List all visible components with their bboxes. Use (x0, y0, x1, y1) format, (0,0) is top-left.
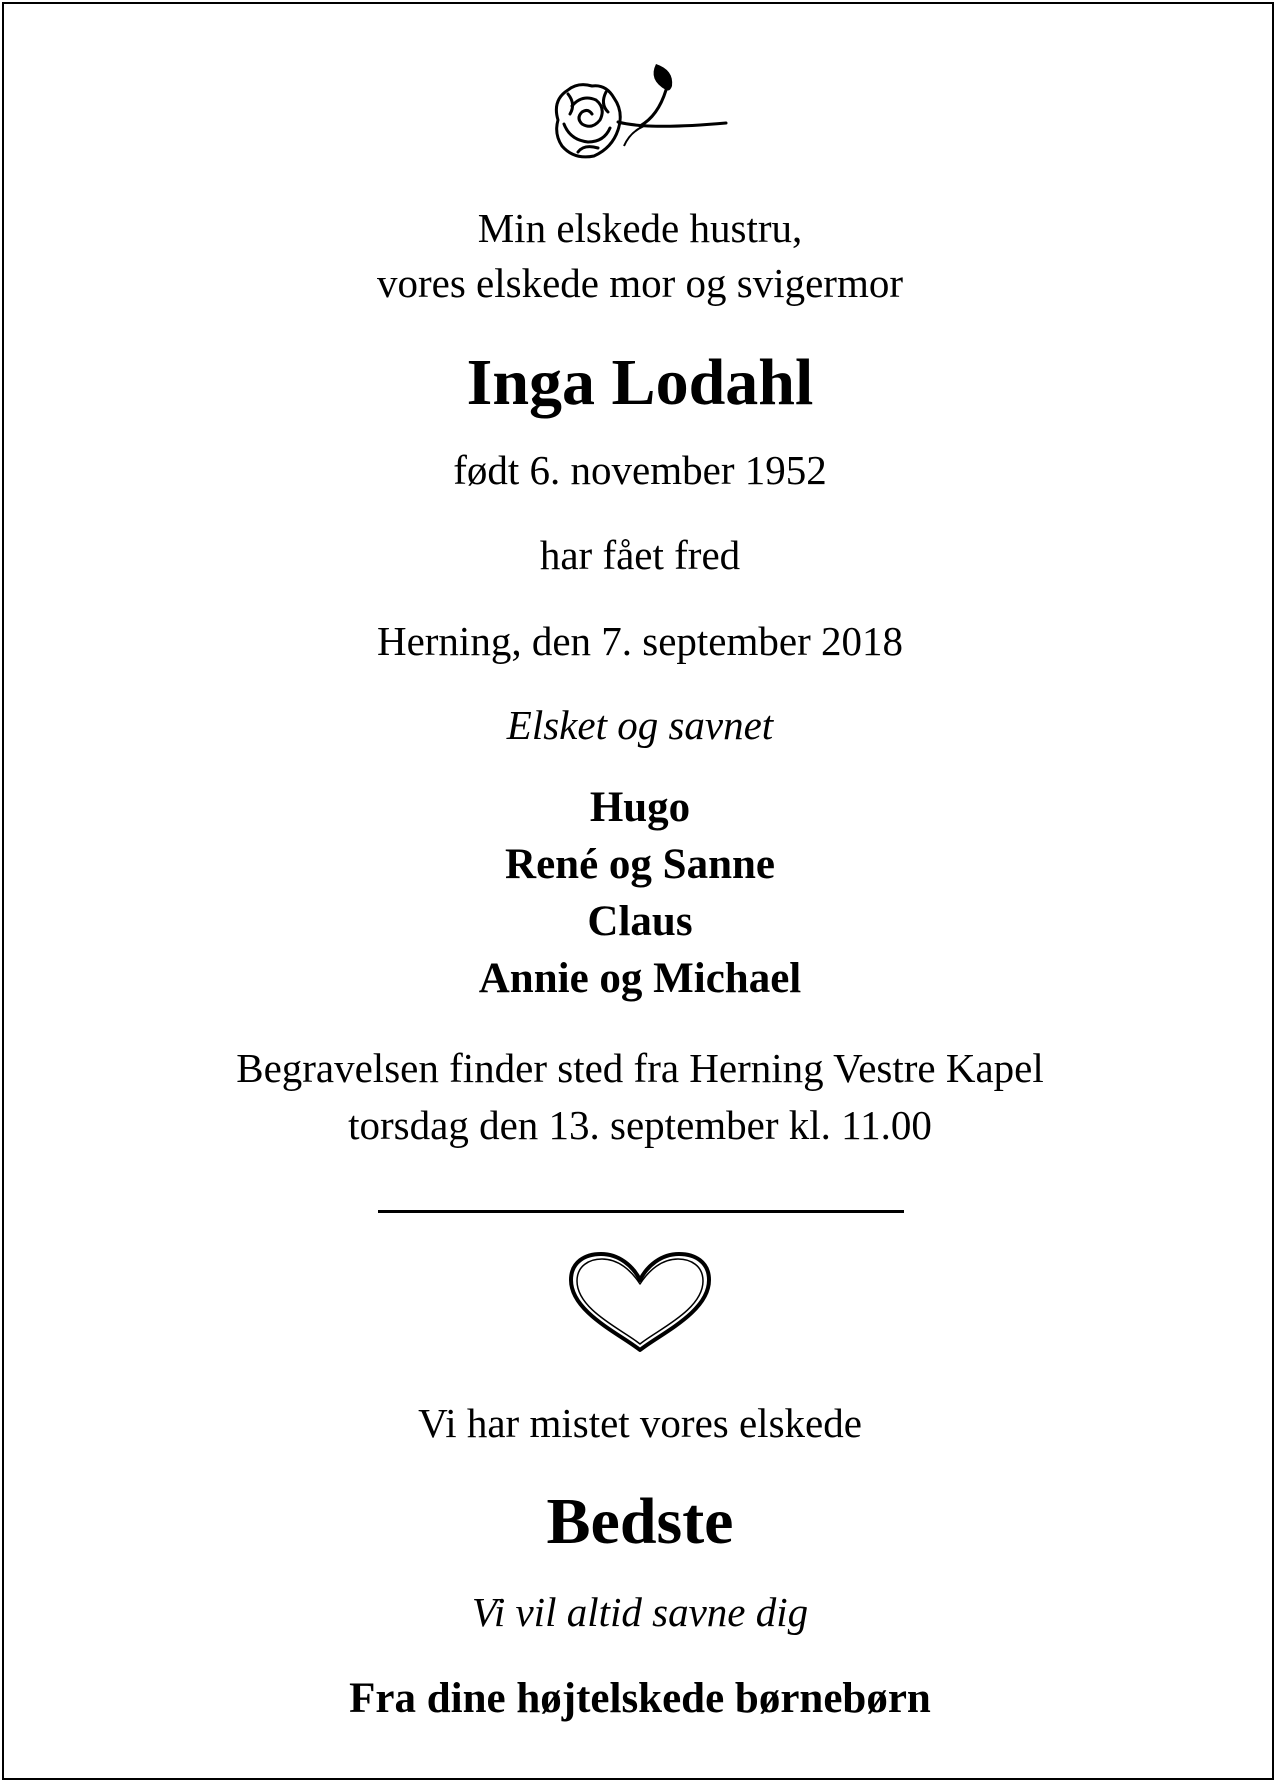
funeral-info-line-2: torsdag den 13. september kl. 11.00 (348, 1102, 932, 1148)
intro-line-2: vores elskede mor og svigermor (376, 260, 904, 306)
signature: Fra dine højtelskede børnebørn (349, 1675, 931, 1722)
funeral-info-line-1: Begravelsen finder sted fra Herning Vestre Kapel (236, 1045, 1044, 1091)
section-divider (378, 1210, 904, 1213)
second-intro: Vi har mistet vores elskede (418, 1400, 862, 1446)
place-date: Herning, den 7. september 2018 (376, 618, 904, 664)
deceased-name: Inga Lodahl (466, 346, 814, 419)
birth-date: født 6. november 1952 (453, 447, 827, 493)
passed-text: har fået fred (539, 532, 741, 578)
mourner-name: Hugo (589, 784, 691, 831)
heart-icon (565, 1250, 715, 1355)
rose-icon (548, 60, 730, 172)
intro-line-1: Min elskede hustru, (477, 205, 803, 251)
second-name: Bedste (546, 1485, 734, 1558)
mourner-name: Annie og Michael (478, 955, 802, 1002)
mourner-name: Claus (587, 898, 693, 945)
second-tribute: Vi vil altid savne dig (471, 1589, 809, 1635)
mourner-name: René og Sanne (505, 841, 775, 888)
tribute-text: Elsket og savnet (506, 702, 774, 748)
